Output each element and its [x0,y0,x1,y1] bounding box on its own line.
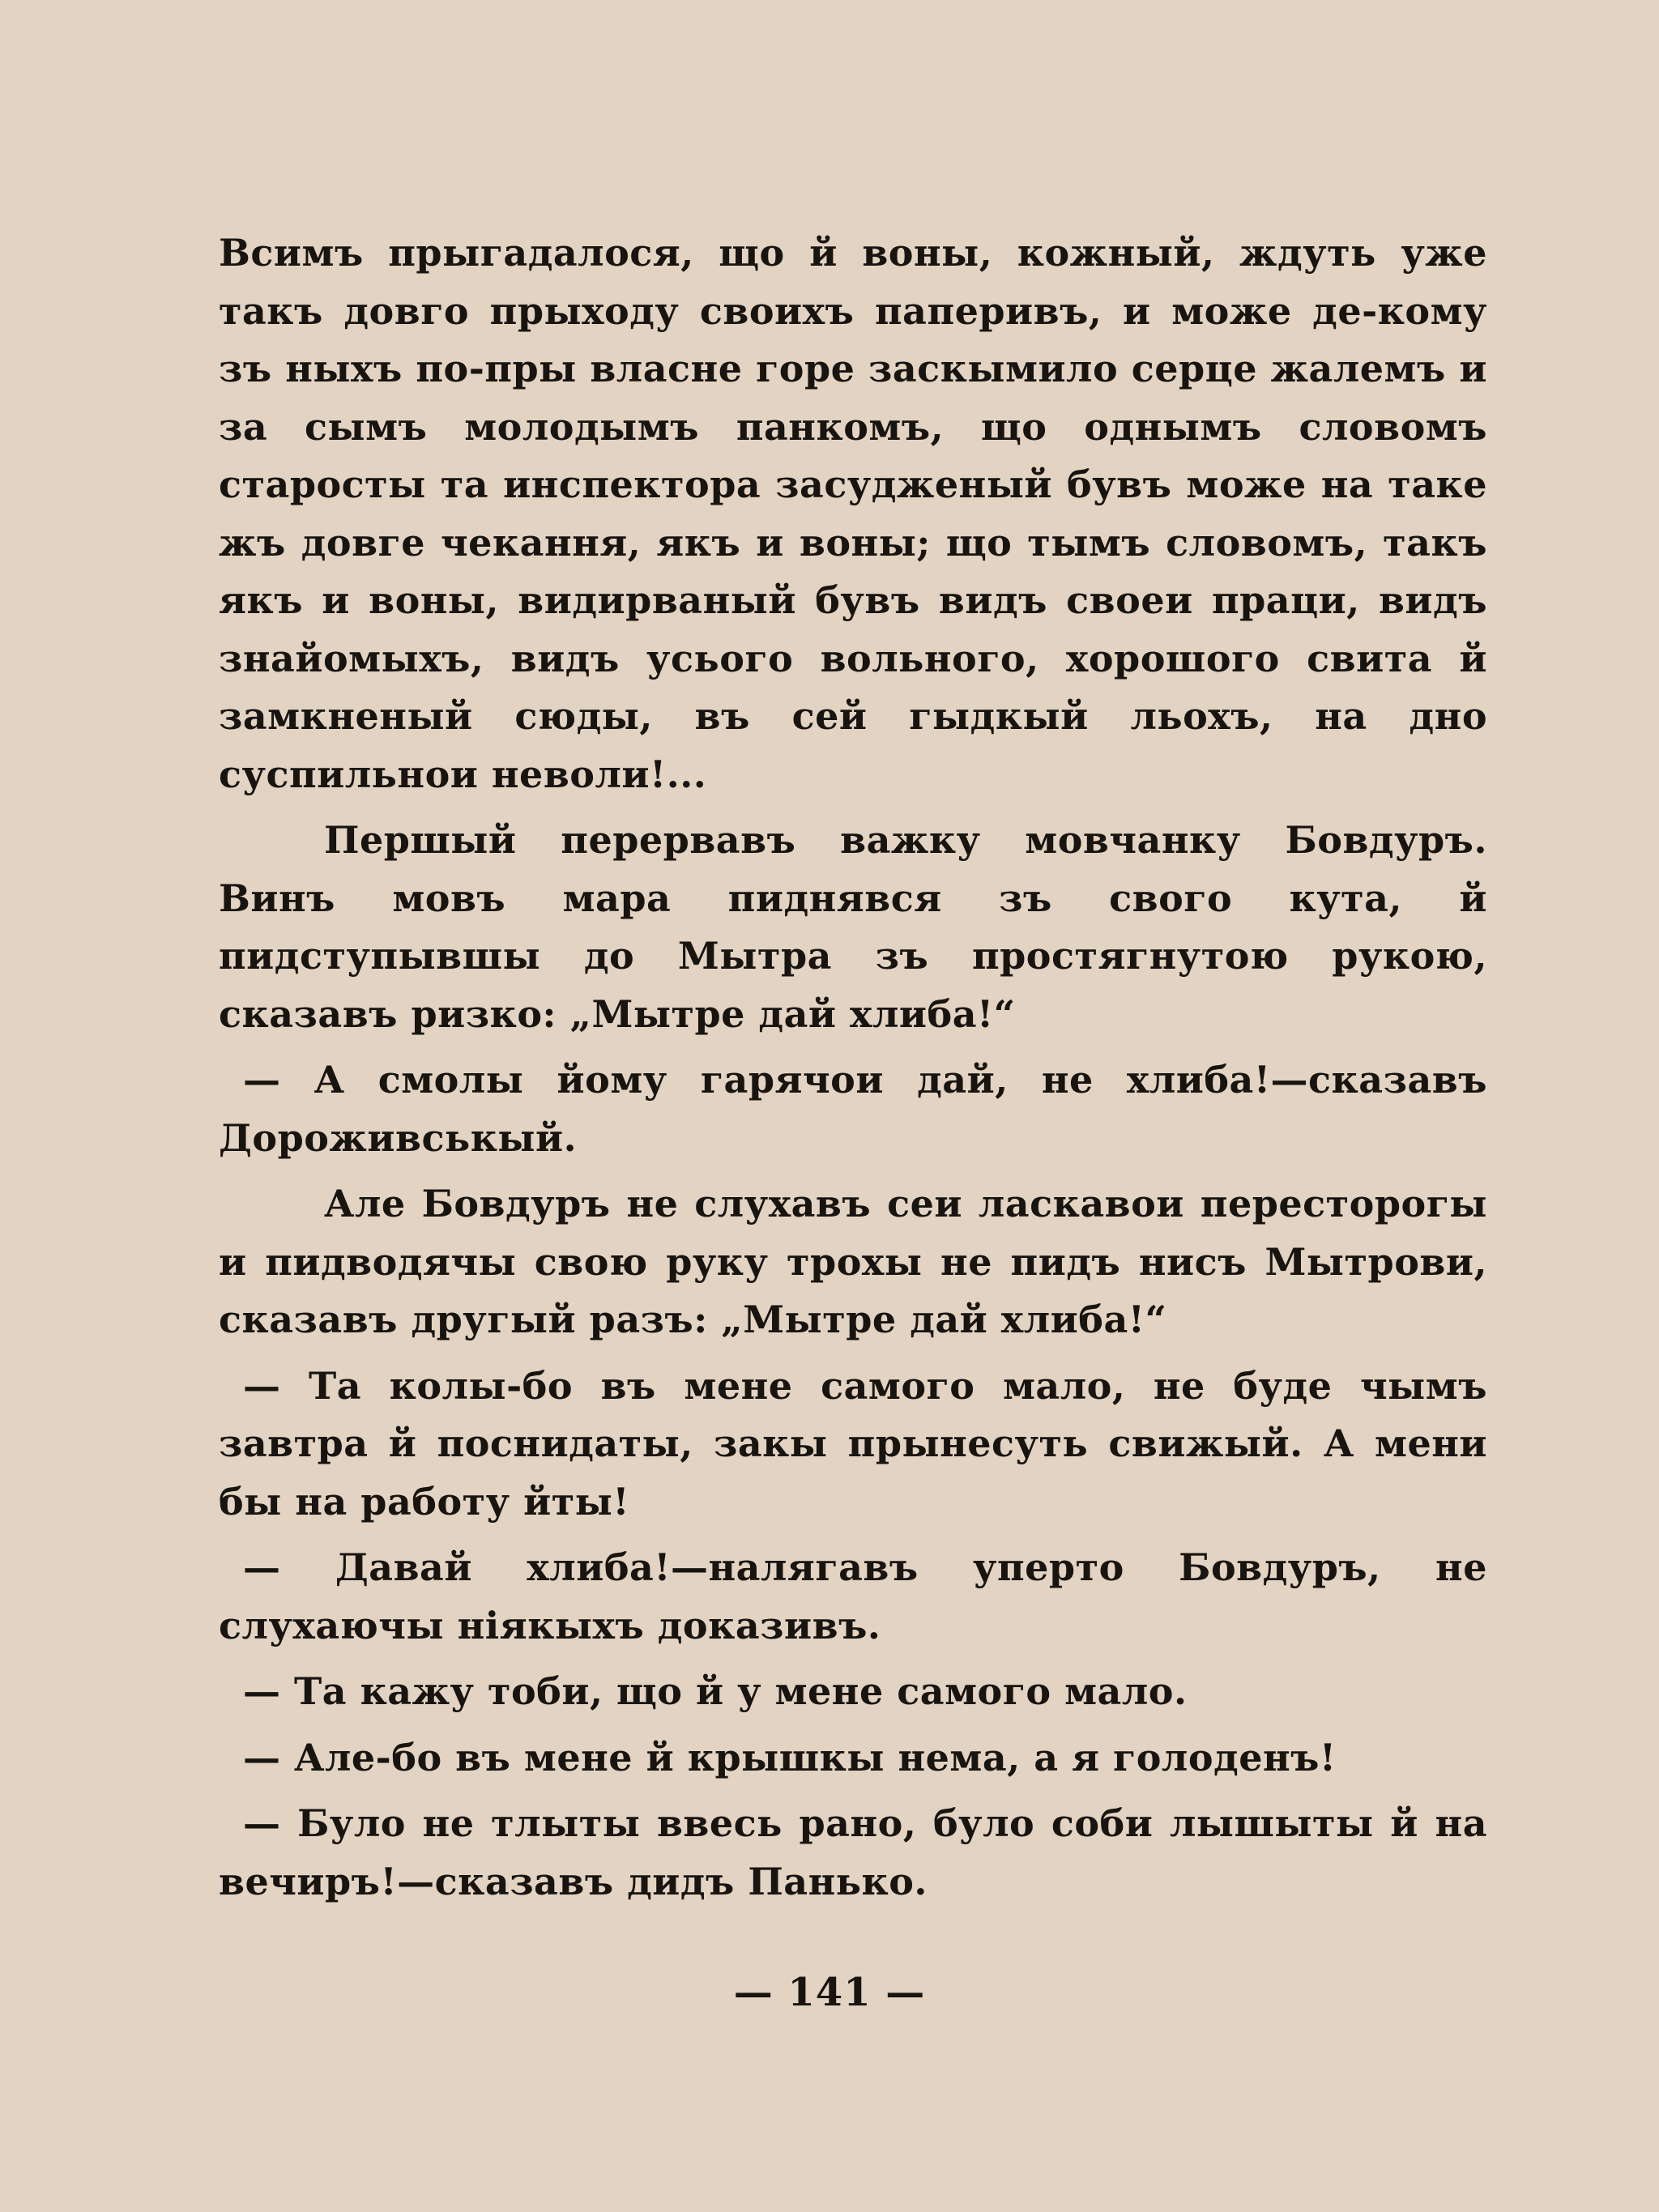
paragraph-9: — Було не тлыты ввесь рано, було соби лышыты й на вечиръ!—сказавъ дидъ Панько. [219,1801,1487,1903]
paragraph-5: — Та колы-бо въ мене самого мало, не буде чымъ завтра й поснидаты, закы прынесуть свижый. А мени бы на работу йты! [219,1363,1487,1524]
paragraph-2: Першый перервавъ важку мовчанку Бовдуръ. Винъ мовъ мара пиднявся зъ свого кута, й пидступывшы до Мытра зъ простягнутою рукою, сказавъ ризко: „Мытре дай хлиба!“ [219,818,1487,1036]
page-body [219,224,1487,1911]
paragraph-3: — А смолы йому гарячои дай, не хлиба!—сказавъ Дороживськый. [219,1058,1487,1160]
paragraph-7: — Та кажу тоби, що й у мене самого мало. [243,1669,1188,1713]
paragraph-1: Всимъ прыгадалося, що й воны, кожный, ждуть уже такъ довго прыходу своихъ паперивъ, и може де-кому зъ ныхъ по-пры власне горе заскымило серце жалемъ и за сымъ молодымъ панкомъ, що однымъ словомъ старосты та инспектора засудженый бувъ може на таке жъ довге чекання, якъ и воны; що тымъ словомъ, такъ якъ и воны, видирваный бувъ видъ своеи праци, видъ знайомыхъ, видъ усього вольного, хорошого свита й замкненый сюды, въ сей гыдкый льохъ, на дно суспильнои неволи!... [219,231,1487,796]
page-number: — 141 — [733,1970,926,2015]
paragraph-8: — Але-бо въ мене й крышкы нема, а я голоденъ! [243,1735,1337,1779]
paragraph-6: — Давай хлиба!—налягавъ уперто Бовдуръ, не слухаючы ніякыхъ доказивъ. [219,1545,1487,1647]
paragraph-4: Але Бовдуръ не слухавъ сеи ласкавои пересторогы и пидводячы свою руку трохы не пидъ нисъ Мытрови, сказавъ другый разъ: „Мытре дай хлиба!“ [219,1182,1487,1341]
